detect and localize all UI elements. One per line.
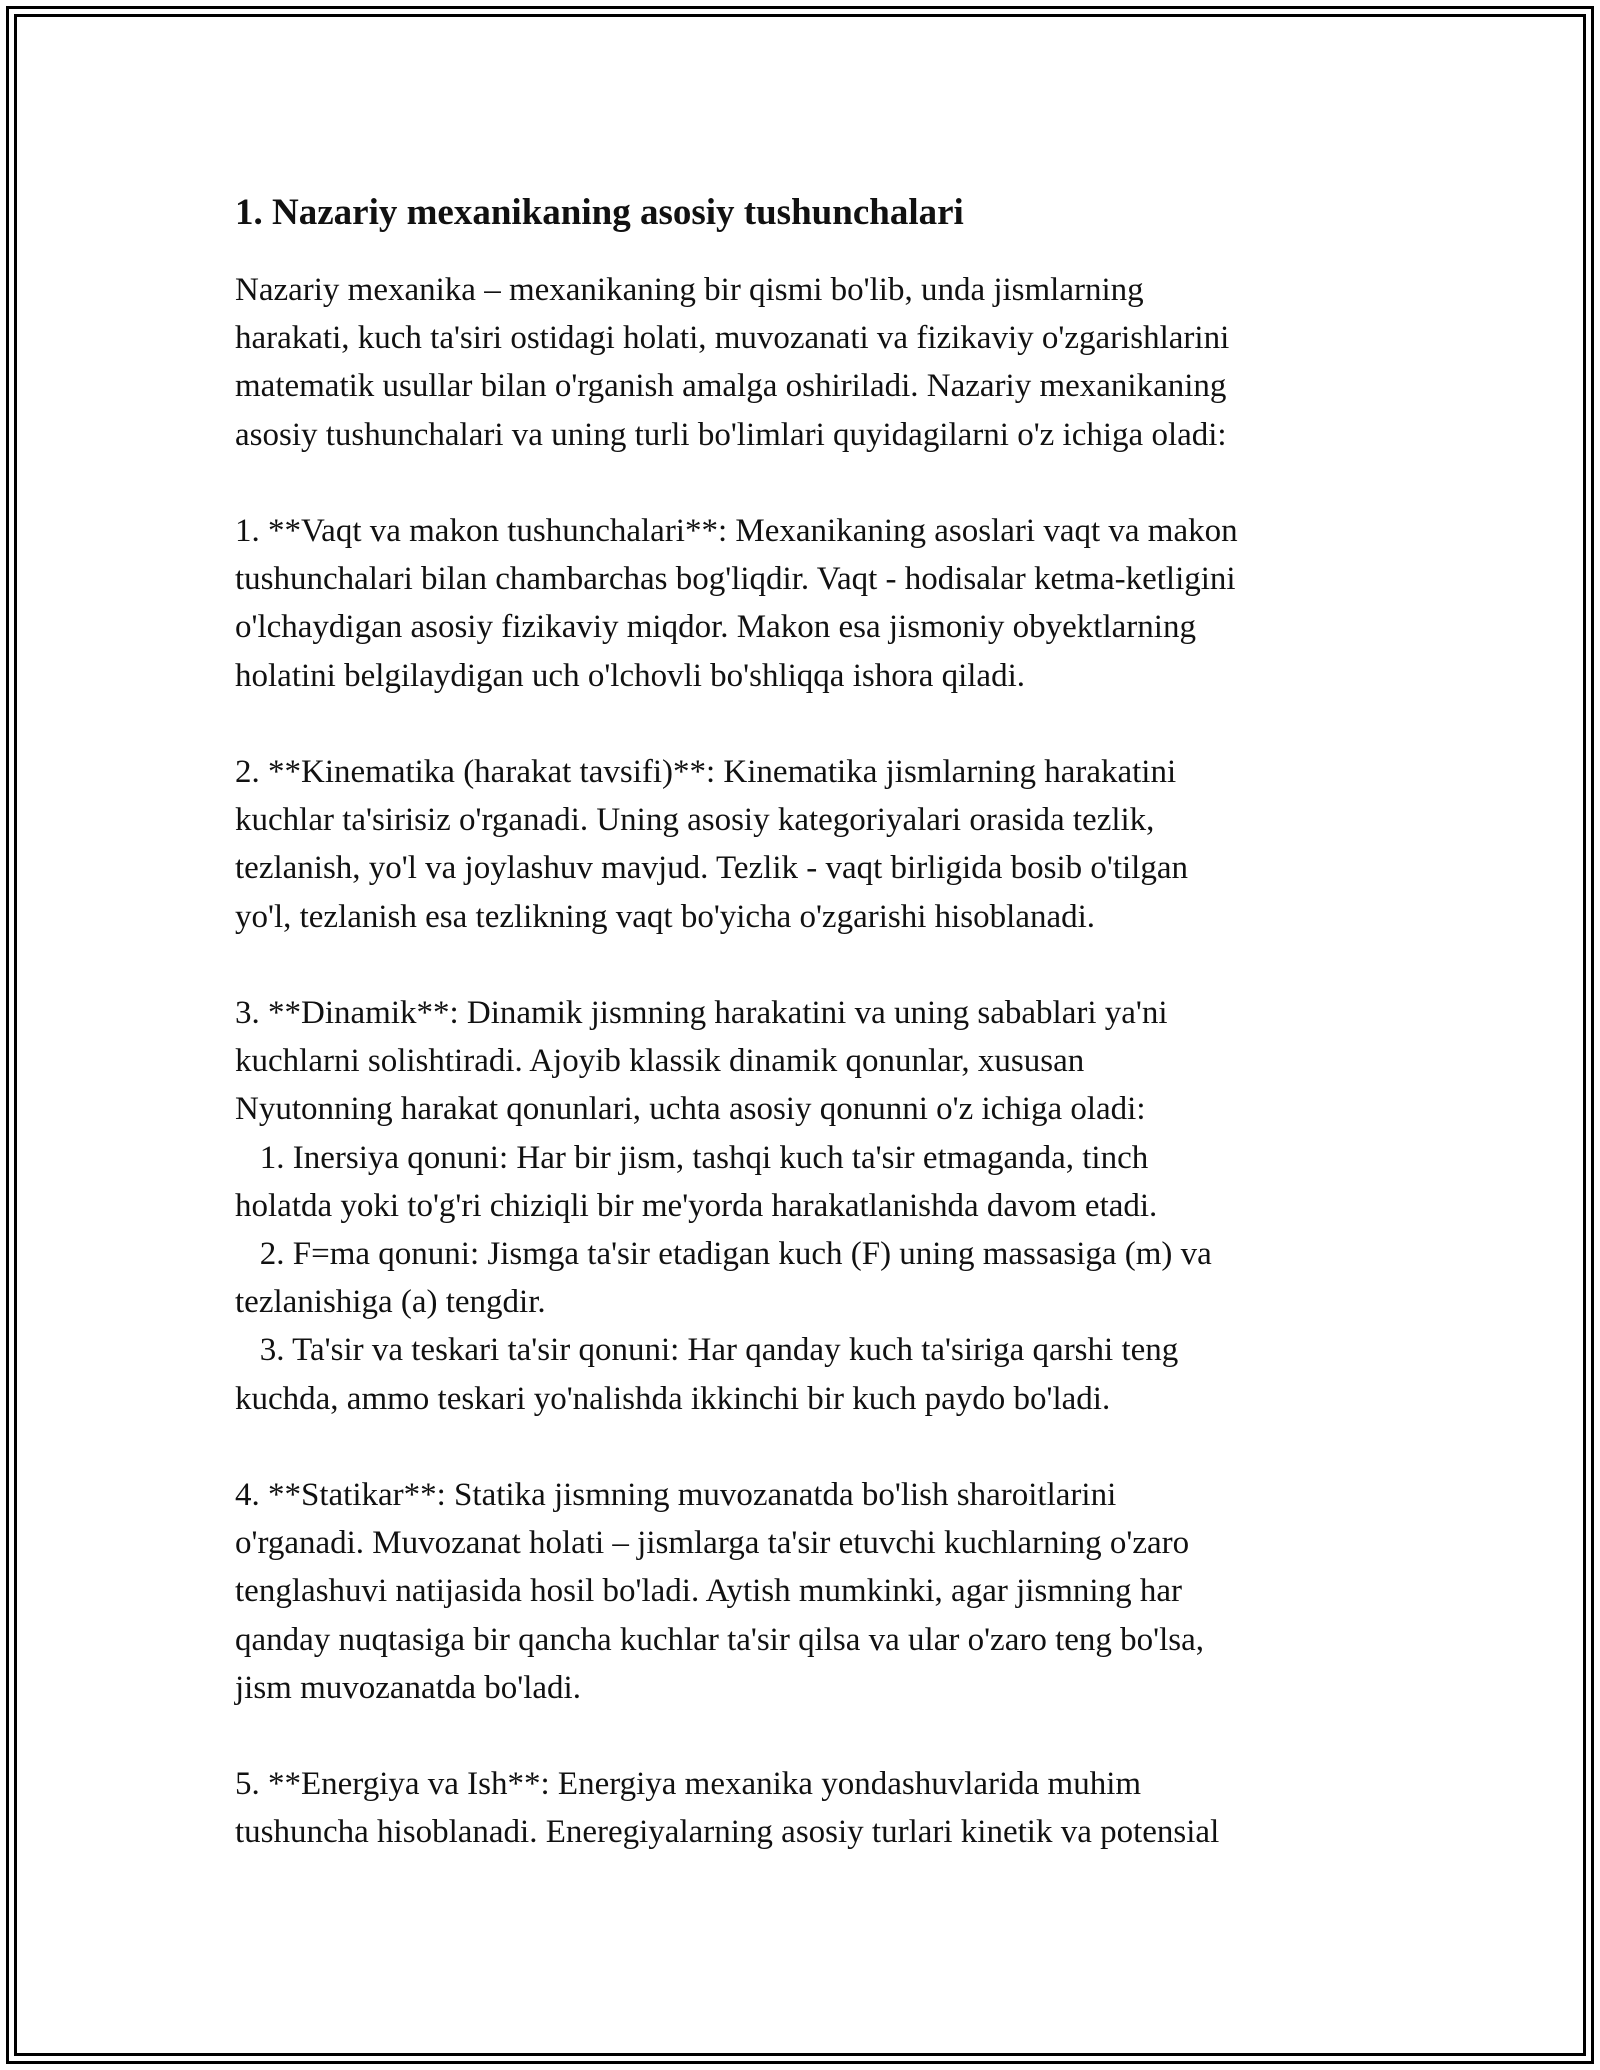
paragraph-line: holatini belgilaydigan uch o'lchovli bo'shliqqa ishora qiladi. [235,657,1026,694]
paragraph-line: tezlanish, yo'l va joylashuv mavjud. Tezlik - vaqt birligida bosib o'tilgan [235,850,1188,887]
paragraph-gap [235,1712,1375,1760]
paragraph-time-space [235,507,1375,700]
paragraph-line: o'rganadi. Muvozanat holati – jismlarga ta'sir etuvchi kuchlarning o'zaro [235,1525,1190,1562]
paragraph-line: 4. **Statikar**: Statika jismning muvozanatda bo'lish sharoitlarini [235,1477,1117,1514]
paragraph-line: asosiy tushunchalari va uning turli bo'limlari quyidagilarni o'z ichiga oladi: [235,416,1227,453]
paragraph-line: tenglashuvi natijasida hosil bo'ladi. Aytish mumkinki, agar jismning har [235,1573,1182,1610]
paragraph-line: tezlanishiga (a) tengdir. [235,1284,546,1321]
paragraph-line: 1. **Vaqt va makon tushunchalari**: Mexanikaning asoslari vaqt va makon [235,513,1238,549]
paragraph-line: matematik usullar bilan o'rganish amalga oshiriladi. Nazariy mexanikaning [235,368,1227,405]
document-body [235,186,1375,1857]
paragraph-kinematics [235,748,1375,941]
paragraph-line: harakati, kuch ta'siri ostidagi holati, muvozanati va fizikaviy o'zgarishlarini [235,320,1230,357]
paragraph-gap [235,941,1375,989]
paragraph-line: 2. **Kinematika (harakat tavsifi)**: Kinematika jismlarning harakatini [235,754,1177,790]
page-title: 1. Nazariy mexanikaning asosiy tushunchalari [235,192,964,233]
paragraph-line: holatda yoki to'g'ri chiziqli bir me'yorda harakatlanishda davom etadi. [235,1187,1158,1224]
paragraph-line: 2. F=ma qonuni: Jismga ta'sir etadigan kuch (F) uning massasiga (m) va [235,1236,1212,1273]
paragraph-gap [235,459,1375,507]
paragraph-line: 1. Inersiya qonuni: Har bir jism, tashqi kuch ta'sir etmaganda, tinch [235,1139,1149,1176]
paragraph-line: 5. **Energiya va Ish**: Energiya mexanika yondashuvlarida muhim [235,1766,1142,1803]
paragraph-line: o'lchaydigan asosiy fizikaviy miqdor. Makon esa jismoniy obyektlarning [235,609,1196,646]
paragraph-line: tushunchalari bilan chambarchas bog'liqdir. Vaqt - hodisalar ketma-ketligini [235,561,1236,598]
paragraph-line: 3. Ta'sir va teskari ta'sir qonuni: Har qanday kuch ta'siriga qarshi teng [235,1332,1179,1369]
paragraph-line: tushuncha hisoblanadi. Eneregiyalarning asosiy turlari kinetik va potensial [235,1814,1220,1851]
paragraph-line: kuchlarni solishtiradi. Ajoyib klassik dinamik qonunlar, xususan [235,1043,1085,1080]
paragraph-line: jism muvozanatda bo'ladi. [235,1669,581,1706]
paragraph-line: Nazariy mexanika – mexanikaning bir qismi bo'lib, unda jismlarning [235,272,1144,308]
paragraph-intro [235,266,1375,459]
paragraph-line: yo'l, tezlanish esa tezlikning vaqt bo'yicha o'zgarishi hisoblanadi. [235,898,1096,935]
paragraph-statics [235,1471,1375,1712]
paragraph-line: 3. **Dinamik**: Dinamik jismning harakatini va uning sabablari ya'ni [235,995,1168,1031]
paragraph-line: kuchda, ammo teskari yo'nalishda ikkinchi bir kuch paydo bo'ladi. [235,1380,1111,1417]
paragraph-gap [235,1423,1375,1471]
paragraph-gap [235,700,1375,748]
paragraph-line: qanday nuqtasiga bir qancha kuchlar ta'sir qilsa va ular o'zaro teng bo'lsa, [235,1621,1205,1658]
paragraph-line: Nyutonning harakat qonunlari, uchta asosiy qonunni o'z ichiga oladi: [235,1091,1146,1128]
paragraph-dynamics [235,989,1375,1423]
paragraph-line: kuchlar ta'sirisiz o'rganadi. Uning asosiy kategoriyalari orasida tezlik, [235,802,1155,839]
paragraph-energy [235,1760,1375,1856]
